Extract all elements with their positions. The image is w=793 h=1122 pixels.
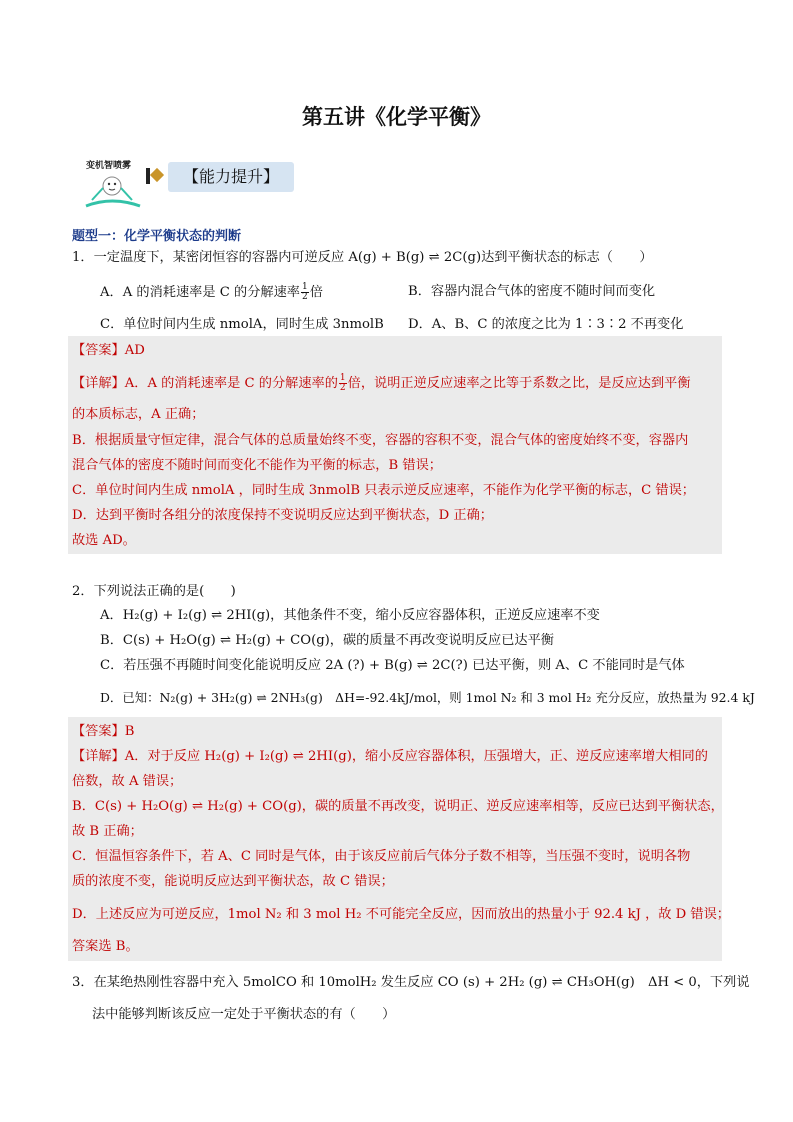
q1-exp-line-4: 混合气体的密度不随时间而变化不能作为平衡的标志，B 错误； <box>72 458 442 473</box>
q2-exp-line-7: D．上述反应为可逆反应，1mol N₂ 和 3 mol H₂ 不可能完全反应，因而放出的热量小于 92.4 kJ ，故 D 错误； <box>72 907 730 922</box>
q1-exp-line-3: B．根据质量守恒定律，混合气体的总质量始终不变，容器的容积不变，混合气体的密度始终不变，容器内 <box>72 433 689 448</box>
q2-exp-line-1: 【详解】A．对于反应 H₂(g) + I₂(g) ⇌ 2HI(g)，缩小反应容器体积，压强增大，正、逆反应速率增大相同的 <box>72 749 708 764</box>
page-title: 第五讲《化学平衡》 <box>302 105 491 129</box>
q1-exp-line-5: C．单位时间内生成 nmolA ，同时生成 3nmolB 只表示逆反应速率，不能作为化学平衡的标志，C 错误； <box>72 483 695 498</box>
section-heading: 题型一：化学平衡状态的判断 <box>72 229 242 244</box>
q1-stem: 1．一定温度下，某密闭恒容的容器内可逆反应 A(g) + B(g) ⇌ 2C(g)达到平衡状态的标志（ ） <box>72 250 653 265</box>
q1-option-b: B．容器内混合气体的密度不随时间而变化 <box>408 284 656 299</box>
q2-exp-line-5: C．恒温恒容条件下，若 A、C 同时是气体，由于该反应前后气体分子数不相等，当压强不变时，说明各物 <box>72 849 691 864</box>
q3-stem-line-1: 3．在某绝热刚性容器中充入 5molCO 和 10molH₂ 发生反应 CO (s) + 2H₂ (g) ⇌ CH₃OH(g) ΔH < 0，下列说 <box>72 975 750 990</box>
section-banner <box>82 156 302 208</box>
ability-badge: 【能力提升】 <box>168 162 294 192</box>
q3-stem-line-2: 法中能够判断该反应一定处于平衡状态的有（ ） <box>92 1007 396 1022</box>
q1-option-c: C．单位时间内生成 nmolA，同时生成 3nmolB <box>100 317 384 332</box>
q2-exp-line-6: 质的浓度不变，能说明反应达到平衡状态，故 C 错误； <box>72 874 394 889</box>
q2-answer: 【答案】B <box>72 724 135 739</box>
q2-exp-line-8: 答案选 B。 <box>72 939 139 954</box>
q2-exp-line-2: 倍数，故 A 错误； <box>72 774 183 789</box>
q1-option-a-pre: A．A 的消耗速率是 C 的分解速率 <box>100 285 300 300</box>
q2-option-b: B．C(s) + H₂O(g) ⇌ H₂(g) + CO(g)，碳的质量不再改变说明反应已达平衡 <box>100 633 554 648</box>
q1-exp-line-7: 故选 AD。 <box>72 533 136 548</box>
q2-option-d: D．已知：N₂(g) + 3H₂(g) ⇌ 2NH₃(g) ΔH=-92.4kJ/mol，则 1mol N₂ 和 3 mol H₂ 充分反应，放热量为 92.4 kJ <box>100 690 755 705</box>
q1-option-a-post: 倍 <box>309 285 323 300</box>
q1-exp-line-6: D．达到平衡时各组分的浓度保持不变说明反应达到平衡状态，D 正确； <box>72 508 493 523</box>
q2-exp-line-4: 故 B 正确； <box>72 824 143 839</box>
q2-stem: 2．下列说法正确的是( ) <box>72 584 236 599</box>
q1-exp-line-1: 【详解】A．A 的消耗速率是 C 的分解速率的 $\frac{1}{2}$ 倍，说明正逆反应速率之比等于系数之比，是反应达到平衡 <box>72 373 691 393</box>
q1-option-a <box>100 283 323 302</box>
divider-mark <box>146 168 150 184</box>
q2-exp-line-3: B．C(s) + H₂O(g) ⇌ H₂(g) + CO(g)，碳的质量不再改变，说明正、逆反应速率相等，反应已达到平衡状态， <box>72 799 724 814</box>
q2-option-a: A．H₂(g) + I₂(g) ⇌ 2HI(g)，其他条件不变，缩小反应容器体积，正逆反应速率不变 <box>100 608 600 623</box>
q1-exp-line-2: 的本质标志，A 正确； <box>72 407 205 422</box>
q2-answer-box <box>68 717 730 961</box>
q2-option-c: C．若压强不再随时间变化能说明反应 2A (?) + B(g) ⇌ 2C(?) 已达平衡，则 A、C 不能同时是气体 <box>100 658 685 673</box>
q1-answer: 【答案】AD <box>72 343 145 358</box>
fraction: $\frac{1}{2}$ <box>301 282 308 302</box>
diamond-icon <box>150 168 164 182</box>
fraction: $\frac{1}{2}$ <box>339 373 346 393</box>
mascot-icon <box>82 166 144 210</box>
brand-label: 变机智喷雾 <box>86 161 132 171</box>
q1-option-d: D．A、B、C 的浓度之比为 1∶3∶2 不再变化 <box>408 317 684 332</box>
q1-answer-box <box>68 336 722 554</box>
